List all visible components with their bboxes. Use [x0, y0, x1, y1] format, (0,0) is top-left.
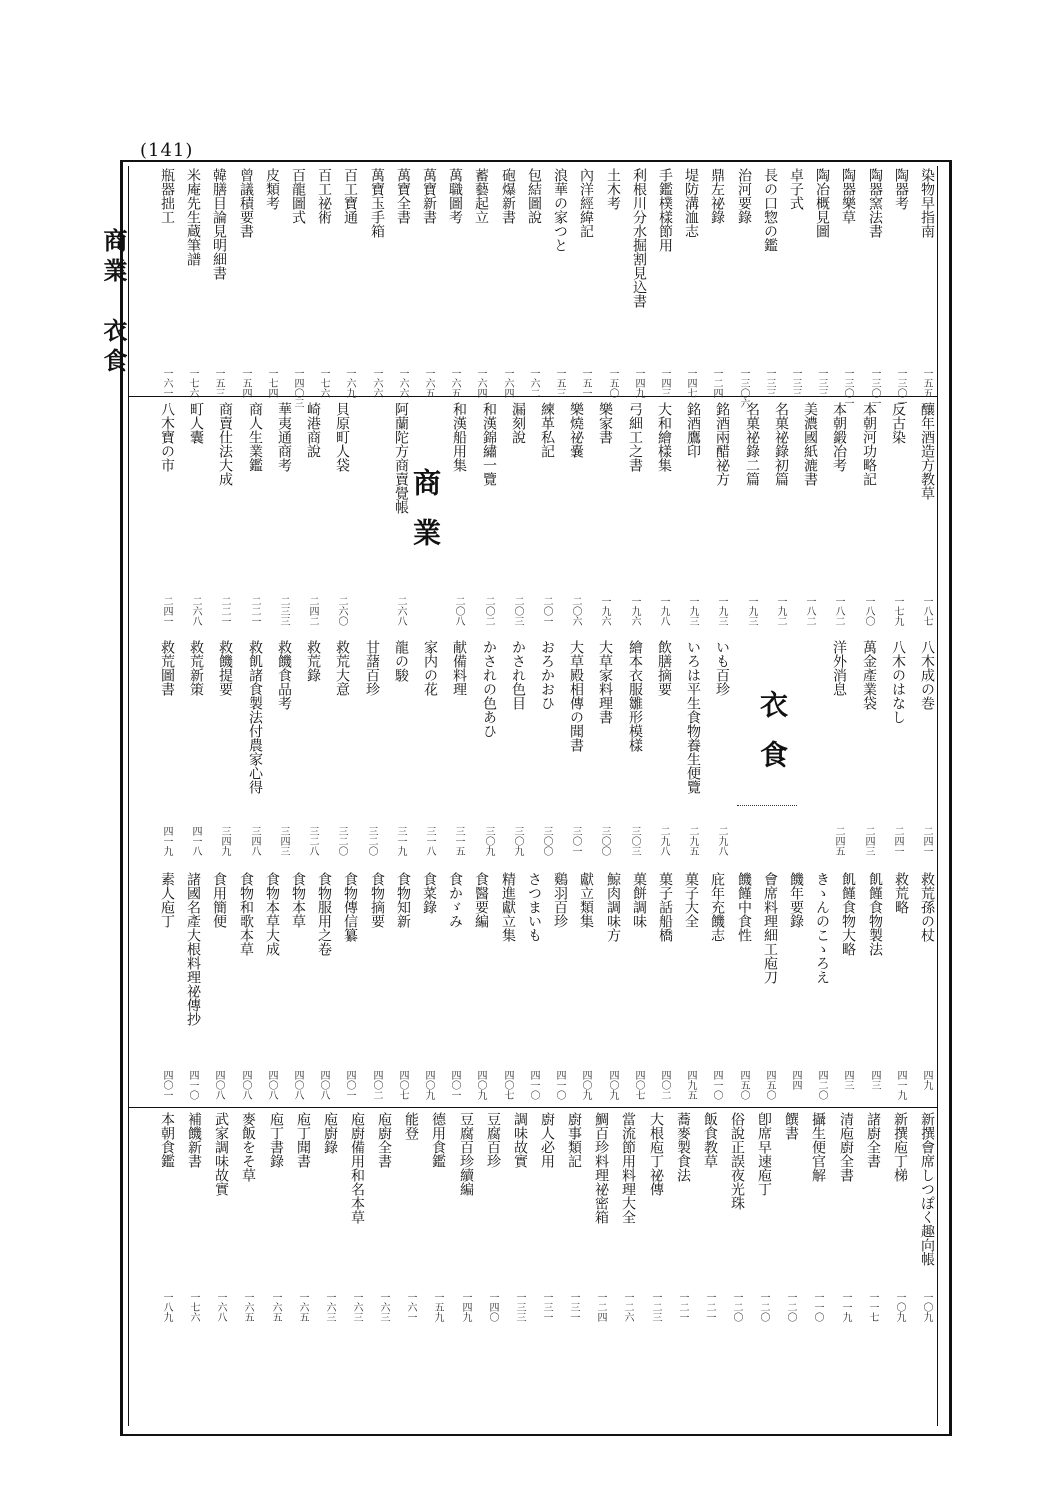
- entry-title: 砲爆新書: [500, 168, 516, 224]
- entry-title: 貝原町人袋: [334, 402, 350, 472]
- entry-title: 銘酒鷹印: [685, 402, 701, 458]
- entry-page: 一三〇六: [738, 368, 749, 408]
- entry-title: 食かゞみ: [447, 872, 463, 928]
- entry-page: 一四九: [633, 368, 644, 398]
- entry-page: 二四一: [921, 826, 932, 856]
- entry-title: 饌書: [783, 1112, 799, 1140]
- entry-page: 四五〇: [738, 1070, 749, 1100]
- entry-title: 救荒孫の杖: [919, 872, 935, 942]
- entry-page: 一一七: [867, 1292, 878, 1322]
- entry-page: 一三三: [514, 1292, 525, 1322]
- entry-title: 武家調味故實: [213, 1112, 229, 1196]
- entry-page: 四五〇: [764, 1070, 775, 1100]
- entry-page: 一六六: [371, 368, 382, 398]
- entry-page: 四〇九: [475, 1070, 486, 1100]
- entry-title: 救荒略: [893, 872, 909, 914]
- entry-title: 樂燒祕嚢: [568, 402, 584, 458]
- entry-page: 一二〇: [758, 1292, 769, 1322]
- entry-page: 四〇七: [502, 1070, 513, 1100]
- entry-title: 食物本草: [290, 872, 306, 928]
- entry-page: 一五三: [554, 368, 565, 398]
- entry-title: 廚事類記: [566, 1112, 582, 1168]
- entry-title: 清庖廚全書: [838, 1112, 854, 1182]
- entry-page: 二九八: [658, 826, 669, 856]
- entry-title: 救饑食品考: [276, 640, 292, 710]
- entry-title: 商人生業鑑: [247, 402, 263, 472]
- band-divider-4: [128, 1107, 938, 1108]
- entry-page: 四〇二: [659, 1070, 670, 1100]
- entry-title: 町人囊: [188, 402, 204, 444]
- entry-title: 麥飯をそ草: [240, 1112, 256, 1182]
- entry-page: 一九六: [629, 596, 640, 626]
- heading-commerce: 商業: [409, 468, 442, 568]
- entry-title: 本朝河功略記: [861, 402, 877, 486]
- entry-title: 救荒新策: [188, 640, 204, 696]
- entry-page: 二四二: [307, 596, 318, 626]
- entry-title: 庇年充饑志: [709, 872, 725, 942]
- entry-page: 一四三: [659, 368, 670, 398]
- entry-page: 四〇七: [633, 1070, 644, 1100]
- entry-title: 獻立類集: [578, 872, 594, 928]
- entry-page: 一六八: [215, 1292, 226, 1322]
- entry-title: 饑饉中食性: [736, 872, 752, 942]
- entry-title: 甘藷百珍: [364, 640, 380, 696]
- entry-page: 二〇一: [541, 596, 552, 626]
- entry-page: 四〇九: [580, 1070, 591, 1100]
- entry-page: 三二八: [307, 826, 318, 856]
- entry-page: 一一〇: [812, 1292, 823, 1322]
- entry-title: 萬寶玉手箱: [369, 168, 385, 238]
- entry-page: 一一九: [840, 1292, 851, 1322]
- dotted-rule: [737, 805, 797, 806]
- entry-page: 一六五: [270, 1292, 281, 1322]
- entry-page: 二六八: [190, 596, 201, 626]
- entry-title: 名菓祕錄初篇: [773, 402, 789, 486]
- entry-page: 二二一: [249, 596, 260, 626]
- entry-page: 一六一: [405, 1292, 416, 1322]
- entry-page: 一四七: [685, 368, 696, 398]
- entry-title: 菓子話船橋: [657, 872, 673, 942]
- entry-title: 本朝鍛冶考: [831, 402, 847, 472]
- entry-title: かされ色目: [510, 640, 526, 710]
- entry-title: 庖廚備用和名本草: [349, 1112, 365, 1224]
- entry-title: 飢饉食物製法: [867, 872, 883, 956]
- entry-title: 大草殿相傳の聞書: [568, 640, 584, 752]
- entry-title: おろかおひ: [539, 640, 555, 710]
- entry-page: 一九三: [716, 596, 727, 626]
- entry-page: 一七六: [318, 368, 329, 398]
- entry-page: 一二六: [622, 1292, 633, 1322]
- entry-title: 反古染: [890, 402, 906, 444]
- page-frame-inner: [128, 166, 938, 1426]
- entry-page: 一七六: [187, 368, 198, 398]
- entry-title: 萬職圖考: [447, 168, 463, 224]
- entry-page: 四〇二: [371, 1070, 382, 1100]
- entry-page: 三二〇: [366, 826, 377, 856]
- entry-page: 二二一: [219, 596, 230, 626]
- entry-title: 庖廚全書: [376, 1112, 392, 1168]
- entry-page: 二六八: [395, 596, 406, 626]
- entry-title: 食醫要編: [473, 872, 489, 928]
- entry-page: 二四三: [863, 826, 874, 856]
- entry-page: 一二〇: [785, 1292, 796, 1322]
- entry-title: 名菓祕錄二篇: [744, 402, 760, 486]
- entry-page: 四一八: [190, 826, 201, 856]
- entry-title: 皮類考: [264, 168, 280, 210]
- entry-title: 飢饉食物大略: [840, 872, 856, 956]
- entry-title: 攝生便官解: [810, 1112, 826, 1182]
- entry-page: 二〇二: [483, 596, 494, 626]
- entry-title: 新撰會席しつぽく趣向帳: [919, 1112, 935, 1266]
- entry-title: 庖廚錄: [322, 1112, 338, 1154]
- entry-page: 二四一: [892, 826, 903, 856]
- entry-page: 四〇九: [607, 1070, 618, 1100]
- entry-page: 一三〇一: [869, 368, 880, 408]
- entry-page: 一八九: [161, 1292, 172, 1322]
- entry-page: 二九八: [716, 826, 727, 856]
- entry-title: 瓶器拙工: [159, 168, 175, 224]
- entry-page: 一三一: [568, 1292, 579, 1322]
- entry-page: 四一九: [895, 1070, 906, 1100]
- entry-title: 救荒錄: [305, 640, 321, 682]
- entry-page: 三〇九: [512, 826, 523, 856]
- entry-page: 一五四: [240, 368, 251, 398]
- entry-page: 一三三: [816, 368, 827, 398]
- entry-page: 四〇八: [318, 1070, 329, 1100]
- entry-title: 萬寶新書: [421, 168, 437, 224]
- entry-page: 一六一: [161, 368, 172, 398]
- entry-page: 四九五: [685, 1070, 696, 1100]
- entry-title: きゝんのこゝろえ: [814, 872, 830, 984]
- entry-title: 菓子大全: [683, 872, 699, 928]
- entry-page: 二〇八: [453, 596, 464, 626]
- entry-title: 救饑提要: [217, 640, 233, 696]
- entry-title: 陶冶概見圖: [814, 168, 830, 238]
- entry-page: 一六五: [297, 1292, 308, 1322]
- entry-title: さつまいも: [526, 872, 542, 942]
- entry-title: 洋外消息: [831, 640, 847, 696]
- entry-title: 新撰庖丁梯: [892, 1112, 908, 1182]
- entry-title: 長の口惣の鑑: [762, 168, 778, 252]
- entry-title: 和漢錦繡一覽: [481, 402, 497, 486]
- entry-title: 庖丁聞書: [295, 1112, 311, 1168]
- entry-page: 四一〇: [711, 1070, 722, 1100]
- entry-title: 百工寶通: [342, 168, 358, 224]
- entry-page: 一七六: [188, 1292, 199, 1322]
- entry-title: 萬金產業袋: [861, 640, 877, 710]
- entry-page: 一五一: [580, 368, 591, 398]
- entry-title: 廚人必用: [539, 1112, 555, 1168]
- entry-page: 三一五: [453, 826, 464, 856]
- entry-title: 內洋經緯記: [578, 168, 594, 238]
- entry-title: 漏刻說: [510, 402, 526, 444]
- entry-title: 韓膳目論見明細書: [211, 168, 227, 280]
- entry-page: 四四: [790, 1070, 801, 1090]
- page-number: (141): [140, 140, 194, 161]
- entry-title: 食物服用之卷: [316, 872, 332, 956]
- entry-page: 一三三: [764, 368, 775, 398]
- entry-title: 食菜錄: [421, 872, 437, 914]
- entry-title: 土木考: [605, 168, 621, 210]
- entry-title: 本朝食鑑: [159, 1112, 175, 1168]
- entry-title: 大根庖丁祕傳: [648, 1112, 664, 1196]
- entry-title: 救飢諸食製法付農家心得: [247, 640, 263, 794]
- entry-title: 庖丁書錄: [268, 1112, 284, 1168]
- entry-page: 一八二: [833, 596, 844, 626]
- entry-page: 四三: [869, 1070, 880, 1090]
- entry-page: 一〇九: [921, 1292, 932, 1322]
- entry-page: 一三三: [790, 368, 801, 398]
- entry-title: 華夷通商考: [276, 402, 292, 472]
- entry-page: 一四〇三: [292, 368, 303, 408]
- entry-title: 浪華の家つと: [552, 168, 568, 252]
- entry-title: 救荒大意: [334, 640, 350, 696]
- entry-page: 三〇〇: [541, 826, 552, 856]
- entry-page: 四二〇: [816, 1070, 827, 1100]
- entry-page: 四九: [921, 1070, 932, 1090]
- entry-page: 二四一: [161, 596, 172, 626]
- entry-title: 弓細工之書: [627, 402, 643, 472]
- entry-page: 二九五: [687, 826, 698, 856]
- entry-page: 一六四: [475, 368, 486, 398]
- entry-page: 一六四: [502, 368, 513, 398]
- entry-title: 諸廚全書: [865, 1112, 881, 1168]
- entry-title: 諸國名產大根料理祕傳抄: [185, 872, 201, 1026]
- heading-food-clothing: 衣食: [756, 690, 789, 790]
- entry-page: 一二一: [677, 1292, 688, 1322]
- entry-title: 調味故實: [512, 1112, 528, 1168]
- entry-page: 三〇三: [629, 826, 640, 856]
- entry-page: 四〇一: [161, 1070, 172, 1100]
- entry-page: 一八七: [921, 596, 932, 626]
- entry-page: 三二〇: [336, 826, 347, 856]
- entry-title: 釀年酒造方教草: [919, 402, 935, 500]
- entry-title: 陶器窯法書: [867, 168, 883, 238]
- entry-page: 二〇三: [512, 596, 523, 626]
- entry-page: 一五五: [921, 368, 932, 398]
- entry-page: 四〇七: [397, 1070, 408, 1100]
- entry-page: 一二一: [704, 1292, 715, 1322]
- entry-page: 三四八: [249, 826, 260, 856]
- entry-page: 一二四: [595, 1292, 606, 1322]
- entry-title: 利根川分水掘割見込書: [631, 168, 647, 308]
- entry-page: 一六三: [351, 1292, 362, 1322]
- entry-title: 阿蘭陀方商賣覺帳: [393, 402, 409, 514]
- entry-page: 四〇九: [423, 1070, 434, 1100]
- entry-page: 一六三: [324, 1292, 335, 1322]
- entry-title: 能登: [403, 1112, 419, 1140]
- entry-title: 素人庖丁: [159, 872, 175, 928]
- entry-title: 飲膳摘要: [656, 640, 672, 696]
- entry-page: 一八二: [804, 596, 815, 626]
- entry-page: 四〇八: [240, 1070, 251, 1100]
- entry-title: 大草家料理書: [597, 640, 613, 724]
- entry-title: 補饑新書: [186, 1112, 202, 1168]
- entry-page: 一五三: [213, 368, 224, 398]
- entry-title: 食物本草大成: [264, 872, 280, 956]
- entry-title: 德用食鑑: [430, 1112, 446, 1168]
- entry-page: 一六三: [378, 1292, 389, 1322]
- entry-title: 家内の花: [422, 640, 438, 696]
- entry-title: 樂家書: [597, 402, 613, 444]
- entry-page: 一七九: [892, 596, 903, 626]
- entry-title: 會席料理細工庖刀: [762, 872, 778, 984]
- entry-page: 一六五: [423, 368, 434, 398]
- entry-title: 龍の駿: [393, 640, 409, 682]
- entry-title: 菓餅調味: [631, 872, 647, 928]
- entry-title: 繪本衣服雛形模樣: [627, 640, 643, 752]
- entry-title: 食物知新: [395, 872, 411, 928]
- entry-page: 一三〇一: [895, 368, 906, 408]
- entry-page: 三四九: [219, 826, 230, 856]
- entry-title: 鷄羽百珍: [552, 872, 568, 928]
- entry-page: 一五九: [432, 1292, 443, 1322]
- entry-page: 三四三: [278, 826, 289, 856]
- entry-page: 一二〇: [731, 1292, 742, 1322]
- entry-page: 一九六: [599, 596, 610, 626]
- entry-title: 治河要錄: [736, 168, 752, 224]
- entry-title: 蕎麥製食法: [675, 1112, 691, 1182]
- entry-title: 俗說正誤夜光珠: [729, 1112, 745, 1210]
- running-title: 商業 衣食: [99, 228, 128, 378]
- entry-page: 四〇一: [344, 1070, 355, 1100]
- entry-title: 百工祕術: [316, 168, 332, 224]
- entry-title: 食物和歌本草: [238, 872, 254, 956]
- entry-page: 四三: [842, 1070, 853, 1090]
- entry-title: 百龍圖式: [290, 168, 306, 224]
- entry-title: 大和繪樣集: [656, 402, 672, 472]
- entry-page: 一〇九: [894, 1292, 905, 1322]
- entry-title: 手鑑樸樣節用: [657, 168, 673, 252]
- entry-title: 食用簡便: [211, 872, 227, 928]
- entry-title: いも百珍: [714, 640, 730, 696]
- entry-title: 曾議積要書: [238, 168, 254, 238]
- entry-page: 三〇一: [570, 826, 581, 856]
- entry-title: 精進獻立集: [500, 872, 516, 942]
- entry-page: 一九二: [775, 596, 786, 626]
- entry-page: 一八〇: [863, 596, 874, 626]
- entry-page: 一六六: [397, 368, 408, 398]
- entry-title: 鼎左祕錄: [709, 168, 725, 224]
- entry-title: 米庵先生蔵筆譜: [185, 168, 201, 266]
- entry-title: 食物摘要: [369, 872, 385, 928]
- entry-page: 一三一: [541, 1292, 552, 1322]
- entry-title: 豆腐百珍續編: [458, 1112, 474, 1196]
- entry-title: 鯛百珍料理祕密箱: [593, 1112, 609, 1224]
- entry-page: 二〇六: [570, 596, 581, 626]
- entry-page: 四一九: [161, 826, 172, 856]
- entry-page: 四〇一: [449, 1070, 460, 1100]
- entry-page: 一二三: [650, 1292, 661, 1322]
- entry-title: 饑年要錄: [788, 872, 804, 928]
- entry-title: 堤防溝洫志: [683, 168, 699, 238]
- entry-title: 卓子式: [788, 168, 804, 210]
- entry-page: 一四〇: [487, 1292, 498, 1322]
- entry-title: 八木のはなし: [890, 640, 906, 724]
- entry-title: 美濃國紙漉書: [802, 402, 818, 486]
- entry-page: 一五〇: [607, 368, 618, 398]
- entry-page: 一九三: [687, 596, 698, 626]
- entry-title: 陶器考: [893, 168, 909, 210]
- entry-title: いろは平生食物養生便覽: [685, 640, 701, 794]
- entry-page: 一七四: [266, 368, 277, 398]
- entry-title: かされの色あひ: [481, 640, 497, 738]
- entry-page: 一二四: [711, 368, 722, 398]
- entry-page: 一三〇一: [842, 368, 853, 408]
- entry-page: 二六〇: [336, 596, 347, 626]
- entry-page: 二三三: [278, 596, 289, 626]
- entry-title: 八木成の巻: [919, 640, 935, 710]
- entry-title: 卽席早速庖丁: [756, 1112, 772, 1196]
- entry-title: 八木寶の市: [159, 402, 175, 472]
- entry-page: 一九八: [658, 596, 669, 626]
- entry-page: 四〇八: [292, 1070, 303, 1100]
- entry-title: 和漢船用集: [451, 402, 467, 472]
- entry-title: 包結圖說: [526, 168, 542, 224]
- entry-page: 三〇〇: [599, 826, 610, 856]
- entry-title: 崎港商說: [305, 402, 321, 458]
- entry-page: 三一九: [395, 826, 406, 856]
- entry-title: 銘酒兩醋祕方: [714, 402, 730, 486]
- entry-page: 四一〇: [554, 1070, 565, 1100]
- entry-title: 染物早指南: [919, 168, 935, 238]
- entry-title: 練革私記: [539, 402, 555, 458]
- entry-page: 一六二: [528, 368, 539, 398]
- entry-title: 蓄藝起立: [473, 168, 489, 224]
- entry-title: 鯨肉調味方: [605, 872, 621, 942]
- entry-page: 一九三: [746, 596, 757, 626]
- entry-page: 四〇八: [266, 1070, 277, 1100]
- entry-page: 四一〇: [528, 1070, 539, 1100]
- entry-title: 飯食教草: [702, 1112, 718, 1168]
- entry-page: 一六五: [449, 368, 460, 398]
- entry-title: 商賣仕法大成: [217, 402, 233, 486]
- entry-page: 三一八: [424, 826, 435, 856]
- entry-title: 豆腐百珍: [485, 1112, 501, 1168]
- entry-page: 一四九: [460, 1292, 471, 1322]
- entry-page: 三〇九: [483, 826, 494, 856]
- entry-page: 一六九: [344, 368, 355, 398]
- entry-title: 救荒圖書: [159, 640, 175, 696]
- entry-title: 献備料理: [451, 640, 467, 696]
- entry-title: 陶器樂草: [840, 168, 856, 224]
- entry-title: 食物傳信纂: [342, 872, 358, 942]
- entry-title: 萬寶全書: [395, 168, 411, 224]
- entry-page: 四〇八: [213, 1070, 224, 1100]
- entry-page: 一六五: [242, 1292, 253, 1322]
- entry-page: 二四五: [833, 826, 844, 856]
- entry-title: 當流節用料理大全: [620, 1112, 636, 1224]
- entry-page: 四一〇: [187, 1070, 198, 1100]
